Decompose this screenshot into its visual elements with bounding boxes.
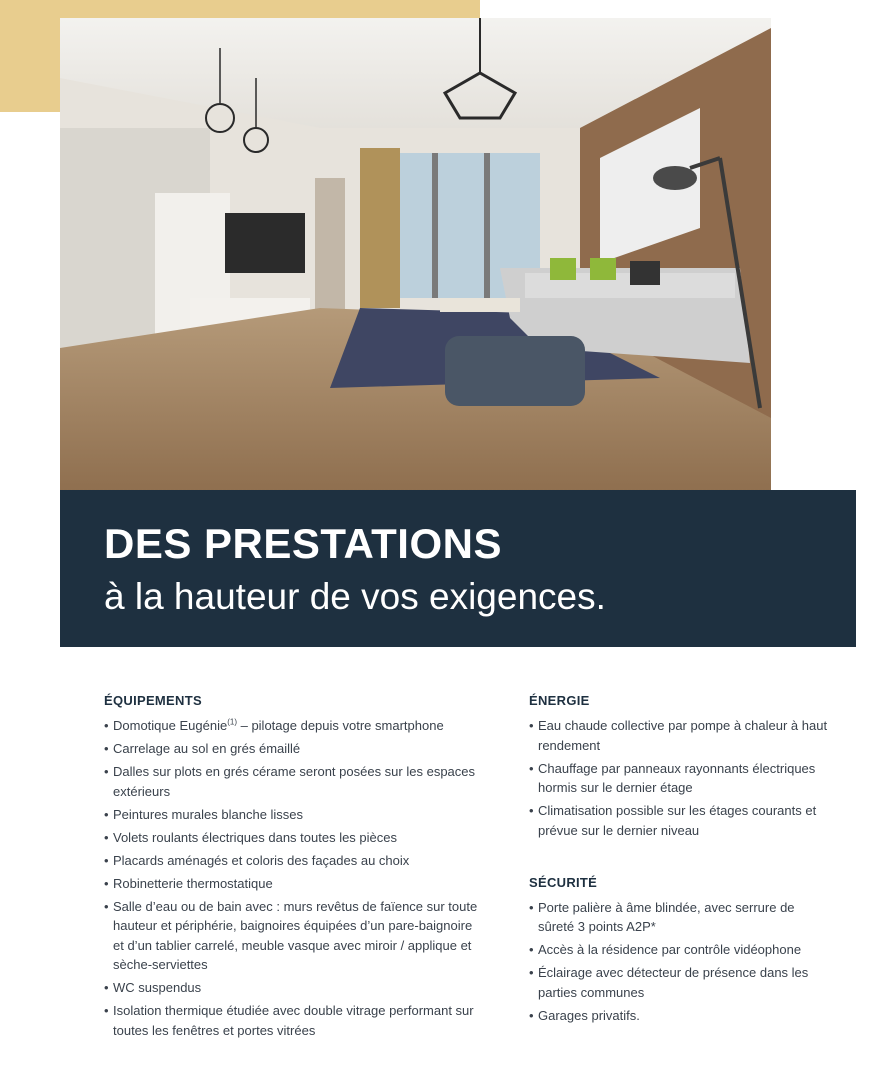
list-item: • Porte palière à âme blindée, avec serrure de sûreté 3 points A2P*	[529, 898, 829, 937]
energie-list	[529, 716, 829, 840]
list-item: • Éclairage avec détecteur de présence dans les parties communes	[529, 963, 829, 1002]
list-item: • WC suspendus	[104, 978, 484, 998]
securite-list	[529, 898, 829, 1026]
list-item: • Robinetterie thermostatique	[104, 874, 484, 894]
list-item: • Peintures murales blanche lisses	[104, 805, 484, 825]
list-item: • Carrelage au sol en grés émaillé	[104, 739, 484, 759]
list-item: • Placards aménagés et coloris des façades au choix	[104, 851, 484, 871]
list-item: • Accès à la résidence par contrôle vidéophone	[529, 940, 829, 960]
right-column	[529, 692, 829, 1029]
list-item: • Domotique Eugénie$^{(1)}$ – pilotage depuis votre smartphone	[104, 716, 484, 736]
list-item: • Volets roulants électriques dans toutes les pièces	[104, 828, 484, 848]
energie-heading: ÉNERGIE	[529, 693, 590, 708]
list-item: • Eau chaude collective par pompe à chaleur à haut rendement	[529, 716, 829, 755]
list-item: • Chauffage par panneaux rayonnants électriques hormis sur le dernier étage	[529, 759, 829, 798]
list-item: • Dalles sur plots en grés cérame seront posées sur les espaces extérieurs	[104, 762, 484, 801]
list-item: • Salle d’eau ou de bain avec : murs revêtus de faïence sur toute hauteur et périphérie, baignoires équipées d’un pare-baignoire et d’un tablier carrelé, meuble vasque avec miroir / applique et sèche-serviettes	[104, 897, 484, 975]
headline-title: DES PRESTATIONS	[104, 520, 502, 567]
list-item: • Climatisation possible sur les étages courants et prévue sur le dernier niveau	[529, 801, 829, 840]
list-item: • Garages privatifs.	[529, 1006, 829, 1026]
living-room-photo	[60, 18, 771, 491]
equipements-heading: ÉQUIPEMENTS	[104, 693, 202, 708]
headline-banner	[60, 490, 856, 647]
headline-subtitle: à la hauteur de vos exigences.	[104, 576, 606, 617]
equipements-list	[104, 716, 484, 1040]
equipements-column	[104, 692, 484, 1044]
securite-heading: SÉCURITÉ	[529, 874, 598, 890]
list-item: • Isolation thermique étudiée avec double vitrage performant sur toutes les fenêtres et portes vitrées	[104, 1001, 484, 1040]
